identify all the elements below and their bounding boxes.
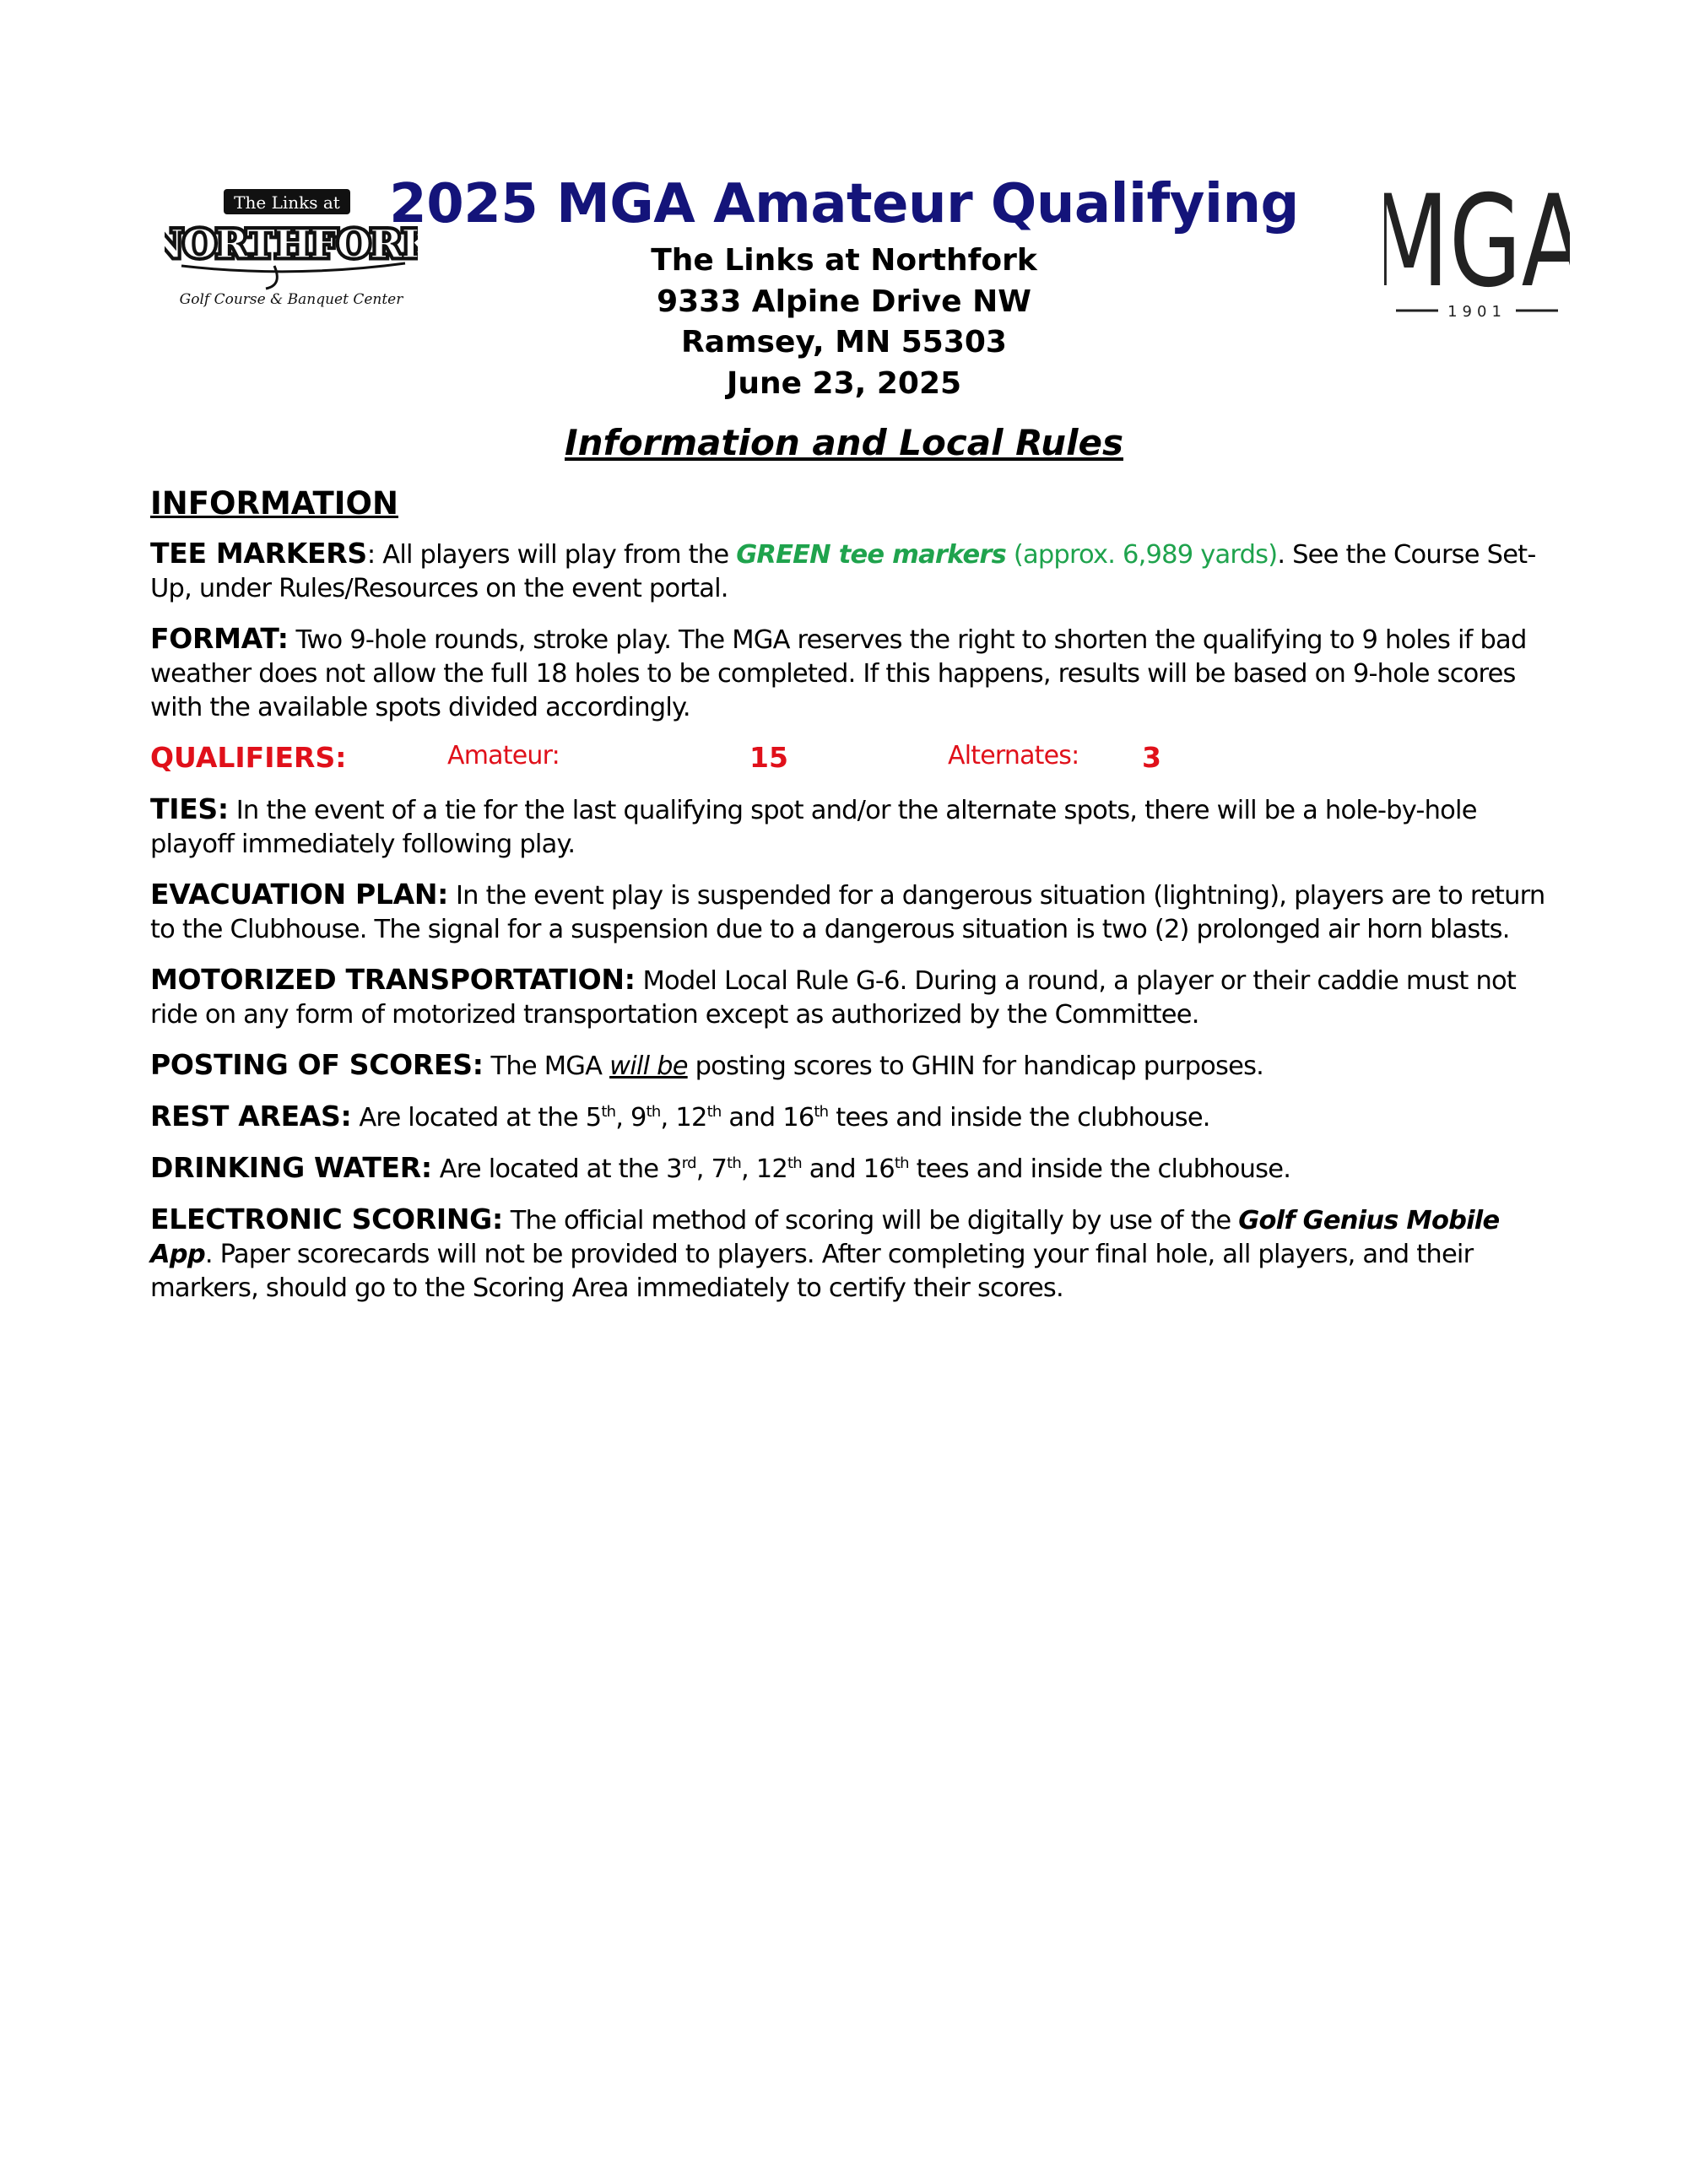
rest-areas-sup-3: th: [706, 1102, 722, 1121]
qualifiers-label: QUALIFIERS:: [150, 741, 347, 774]
drinking-water-label: DRINKING WATER:: [150, 1151, 432, 1184]
drinking-water-sup-4: th: [894, 1154, 909, 1172]
alternates-label: Alternates:: [948, 741, 1079, 770]
electronic-scoring-text-before: The official method of scoring will be digitally by use of the: [502, 1206, 1239, 1235]
drinking-water-text-2: , 7: [695, 1154, 728, 1184]
posting-text-after: posting scores to GHIN for handicap purposes.: [687, 1051, 1264, 1081]
rest-areas-text-5: tees and inside the clubhouse.: [828, 1103, 1210, 1133]
drinking-water-sup-1: rd: [681, 1154, 696, 1172]
ties-text: In the event of a tie for the last qualifying spot and/or the alternate spots, there will be a hole-by-hole playoff immediately following play.: [150, 796, 1477, 859]
motorized-label: MOTORIZED TRANSPORTATION:: [150, 963, 636, 996]
information-section: [150, 485, 1551, 1322]
venue-name: The Links at Northfork: [651, 243, 1037, 278]
posting-label: POSTING OF SCORES:: [150, 1048, 484, 1081]
logo-line2: NORTHFOR: [165, 221, 402, 267]
tee-markers-colon: :: [366, 540, 376, 570]
motorized-paragraph: [150, 963, 1551, 1032]
logo-line1: The Links at: [234, 192, 340, 213]
evacuation-text: In the event play is suspended for a dangerous situation (lightning), players are to return to the Clubhouse. The signal for a suspension due to a dangerous situation is two (2) prolonged air horn blasts.: [150, 881, 1545, 944]
tee-markers-yardage: (approx. 6,989 yards): [1005, 540, 1278, 570]
page-title: 2025 MGA Amateur Qualifying: [389, 173, 1299, 235]
logo-line2-outline: NORTHFOR: [165, 221, 402, 267]
tee-markers-text-before: All players will play from the: [375, 540, 737, 570]
rest-areas-sup-1: th: [601, 1102, 616, 1121]
electronic-scoring-paragraph: [150, 1203, 1551, 1306]
drinking-water-text-3: , 12: [740, 1154, 787, 1184]
electronic-scoring-label: ELECTRONIC SCORING:: [150, 1203, 503, 1235]
rest-areas-text-3: , 12: [660, 1103, 707, 1133]
logo-line3: Golf Course & Banquet Center: [179, 291, 403, 308]
format-paragraph: [150, 622, 1551, 725]
tee-markers-green-highlight: GREEN tee markers: [736, 540, 1006, 570]
tee-markers-text-after: . See the Course Set-Up, under Rules/Resources on the event portal.: [150, 540, 1536, 603]
ties-label: TIES:: [150, 792, 229, 825]
drinking-water-text-4: and 16: [801, 1154, 895, 1184]
address-line1: 9333 Alpine Drive NW: [657, 284, 1031, 319]
qualifiers-row: [150, 741, 1551, 776]
motorized-text: Model Local Rule G-6. During a round, a player or their caddie must not ride on any form of motorized transportation except as authorized by the Committee.: [150, 966, 1517, 1030]
mga-logo: [1384, 177, 1570, 325]
alternates-value: 3: [1142, 741, 1161, 774]
mga-letters: G: [1448, 177, 1522, 316]
rest-areas-text-1: Are located at the 5: [351, 1103, 602, 1133]
amateur-value: 15: [749, 741, 788, 774]
rest-areas-label: REST AREAS:: [150, 1100, 352, 1133]
format-text: Two 9-hole rounds, stroke play. The MGA reserves the right to shorten the qualifying to 9 holes if bad weather does not allow the full 18 holes to be completed. If this happens, results will be based on 9-hole scores with the available spots divided accordingly.: [150, 625, 1527, 722]
event-date: June 23, 2025: [726, 365, 962, 401]
posting-emphasis: will be: [609, 1051, 688, 1081]
evacuation-paragraph: [150, 878, 1551, 947]
rest-areas-sup-4: th: [814, 1102, 829, 1121]
tee-markers-paragraph: [150, 537, 1551, 606]
format-label: FORMAT:: [150, 622, 289, 655]
rest-areas-text-2: , 9: [615, 1103, 647, 1133]
page-subtitle: Information and Local Rules: [565, 422, 1123, 463]
drinking-water-text-5: tees and inside the clubhouse.: [908, 1154, 1291, 1184]
drinking-water-text-1: Are located at the 3: [431, 1154, 682, 1184]
posting-paragraph: [150, 1048, 1551, 1084]
rest-areas-text-4: and 16: [721, 1103, 814, 1133]
rest-areas-sup-2: th: [646, 1102, 661, 1121]
drinking-water-sup-2: th: [727, 1154, 741, 1172]
venue-block: [506, 241, 1182, 404]
amateur-label: Amateur:: [447, 741, 560, 770]
ties-paragraph: [150, 792, 1551, 862]
rest-areas-paragraph: [150, 1100, 1551, 1135]
address-line2: Ramsey, MN 55303: [681, 325, 1007, 359]
drinking-water-paragraph: [150, 1151, 1551, 1187]
electronic-scoring-text-after: . Paper scorecards will not be provided to players. After completing your final hole, all players, and their markers, should go to the Scoring Area immediately to certify their scores.: [150, 1240, 1474, 1303]
mga-year: 1901: [1447, 303, 1507, 321]
posting-text-before: The MGA: [483, 1051, 610, 1081]
evacuation-label: EVACUATION PLAN:: [150, 878, 449, 911]
section-heading: INFORMATION: [150, 485, 398, 522]
electronic-scoring-app-name: Golf Genius Mobile App: [150, 1206, 1500, 1269]
drinking-water-sup-3: th: [787, 1154, 802, 1172]
tee-markers-label: TEE MARKERS: [150, 537, 367, 570]
